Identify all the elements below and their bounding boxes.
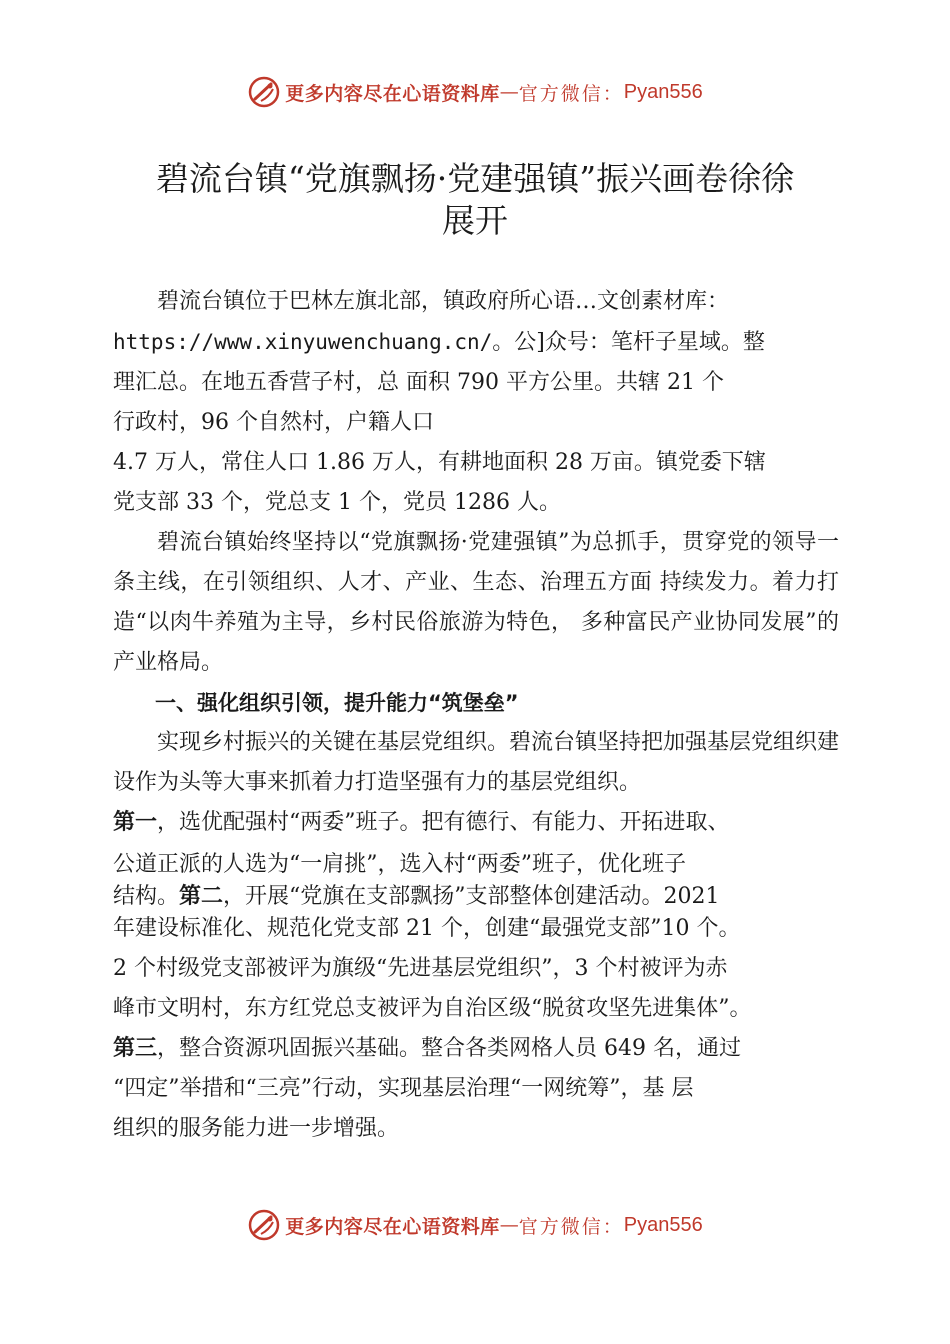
- banner-wechat-id: Pyan556: [623, 80, 703, 103]
- banner-wechat-label: 官方微信：: [518, 82, 624, 105]
- item-first-lead: 第一: [113, 810, 158, 835]
- item-third-text-a: ，整合资源巩固振兴基础。整合各类网格人员 649 名，通过: [157, 1036, 741, 1061]
- paragraph-intro-line-4: 行政村，96 个自然村，户籍人口: [113, 410, 434, 435]
- footer-banner: [0, 1205, 950, 1245]
- item-first-line-1: [113, 803, 839, 843]
- paragraph-strategy: 碧流台镇始终坚持以“党旗飘扬·党建强镇”为总抓手，贯穿党的领导一条主线，在引领组织、人才、产业、生态、治理五方面 持续发力。着力打造“以肉牛养殖为主导，乡村民俗旅游为特色， 多种富民产业协同发展”的产业格局。: [113, 530, 839, 675]
- item-third-line-3: 组织的服务能力进一步增强。: [113, 1116, 400, 1141]
- item-second-text-a: ，开展“党旗在支部飘扬”支部整体创建活动。2021: [223, 884, 720, 909]
- source-url: https://www.xinyuwenchuang.cn/: [113, 330, 493, 354]
- paragraph-intro-line-6: 党支部 33 个，党总支 1 个，党员 1286 人。: [113, 490, 561, 515]
- paragraph-intro-line-2-rest: 。公]众号：笔杆子星域。整: [492, 330, 765, 355]
- banner-separator: —: [499, 81, 519, 103]
- item-third-lead: 第三: [113, 1036, 158, 1061]
- brand-logo-icon: [247, 1208, 281, 1242]
- document-body: [113, 282, 839, 1149]
- banner-wechat-id: Pyan556: [623, 1213, 703, 1236]
- paragraph-intro-line-2: [113, 322, 839, 363]
- banner-wechat-label: 官方微信：: [518, 1215, 624, 1238]
- item-third-line-2: “四定”举措和“三亮”行动，实现基层治理“一网统筹”，基 层: [113, 1076, 694, 1101]
- banner-brand-text: 更多内容尽在心语资料库: [285, 82, 500, 105]
- title-line-1: 碧流台镇“党旗飘扬·党建强镇”振兴画卷徐徐: [155, 159, 795, 198]
- item-second-line-4: 峰市文明村，东方红党总支被评为自治区级“脱贫攻坚先进集体”。: [113, 996, 752, 1021]
- brand-logo-icon: [247, 75, 281, 109]
- section-heading-1: 一、强化组织引领，提升能力“筑堡垒”: [155, 691, 519, 715]
- header-banner: [0, 72, 950, 112]
- item-second-lead: 第二: [179, 884, 224, 909]
- item-second-line-3: 2 个村级党支部被评为旗级“先进基层党组织”，3 个村被评为赤: [113, 956, 728, 981]
- paragraph-intro-line-1: 碧流台镇位于巴林左旗北部，镇政府所心语…文创素材库：: [157, 289, 730, 314]
- paragraph-intro-line-5: 4.7 万人，常住人口 1.86 万人，有耕地面积 28 万亩。镇党委下辖: [113, 450, 766, 475]
- item-second-line-1: [113, 881, 839, 913]
- item-second-line-2: 年建设标准化、规范化党支部 21 个，创建“最强党支部”10 个。: [113, 916, 741, 941]
- document-title: [110, 158, 840, 242]
- item-second-pre: 结构。: [113, 884, 180, 909]
- paragraph-organization: 实现乡村振兴的关键在基层党组织。碧流台镇坚持把加强基层党组织建设作为头等大事来抓着力打造坚强有力的基层党组织。: [113, 730, 840, 795]
- paragraph-intro-line-3: 理汇总。在地五香营子村，总 面积 790 平方公里。共辖 21 个: [113, 370, 724, 395]
- banner-brand-text: 更多内容尽在心语资料库: [285, 1215, 500, 1238]
- item-third-line-1: [113, 1029, 839, 1069]
- item-first-text-a: ，选优配强村“两委”班子。把有德行、有能力、开拓进取、: [157, 810, 730, 835]
- banner-separator: —: [499, 1214, 519, 1236]
- item-first-line-2: 公道正派的人选为“一肩挑”，选入村“两委”班子，优化班子: [113, 852, 686, 877]
- title-line-2: 展开: [442, 201, 508, 240]
